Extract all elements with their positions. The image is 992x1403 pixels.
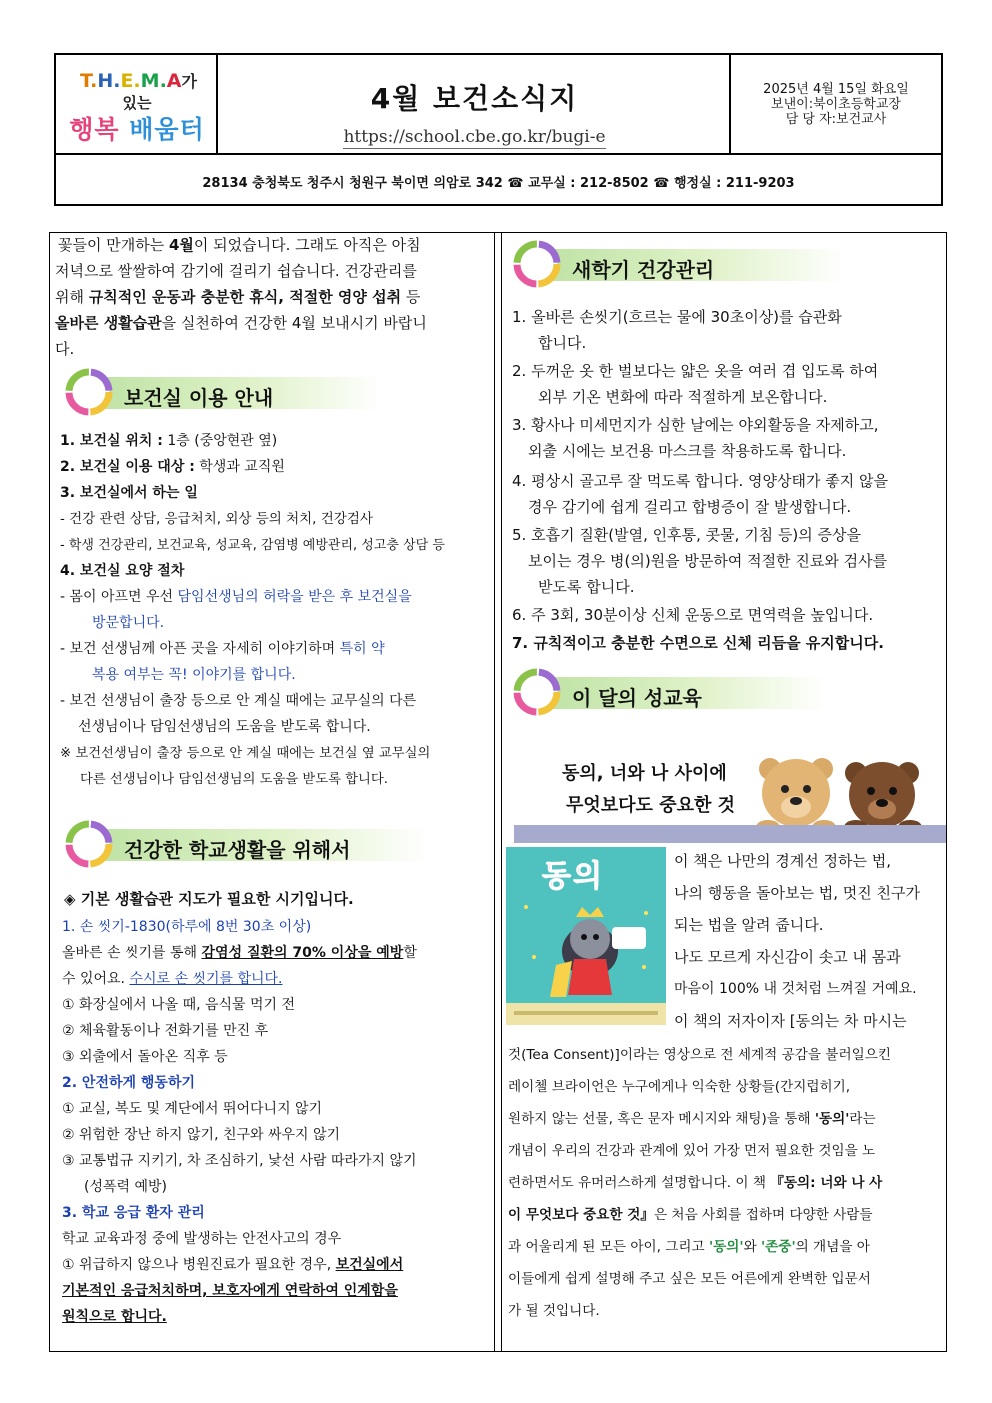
line-text-highlight: '동의' xyxy=(814,1111,850,1127)
book-desc-line: 가 될 것입니다. xyxy=(508,1303,600,1319)
book-cover-image xyxy=(506,847,666,1025)
semester-item-cont: 보이는 경우 병(의)원을 방문하여 적절한 진료와 검사를 xyxy=(528,552,888,570)
page-title: 4월 보건소식지 xyxy=(370,82,579,115)
logo-suffix: 가 xyxy=(181,72,197,91)
semester-item: 2. 두꺼운 옷 한 벌보다는 얇은 옷을 여러 겹 입도록 하여 xyxy=(512,362,879,380)
left-column xyxy=(52,233,492,1351)
semester-item: 3. 황사나 미세먼지가 심한 날에는 야외활동을 자제하고, xyxy=(512,416,879,434)
health-item-4-sub: - 보건 선생님이 출장 등으로 안 계실 때에는 교무실의 다른 xyxy=(60,693,417,709)
semester-item: 7. 규칙적이고 충분한 수면으로 신체 리듬을 유지합니다. xyxy=(512,634,884,652)
health-item-4-sub xyxy=(60,641,385,658)
health-item-1 xyxy=(60,433,277,450)
health-item-3-sub: - 학생 건강관리, 보건교육, 성교육, 감염병 예방관리, 성고충 상담 등 xyxy=(60,538,445,553)
item-value: 학생과 교직원 xyxy=(194,459,285,475)
body-frame xyxy=(49,232,947,1352)
logo-letter: E xyxy=(120,70,134,92)
line-text: ① 위급하지 않으나 병원진료가 필요한 경우, xyxy=(62,1257,336,1273)
school-url[interactable] xyxy=(218,127,731,147)
section-1-line xyxy=(62,945,417,962)
school-logo xyxy=(56,55,218,153)
section-title: 이 달의 성교육 xyxy=(572,686,702,710)
section-1-item: ① 화장실에서 나올 때, 음식물 먹기 전 xyxy=(62,997,296,1013)
intro-line xyxy=(55,341,74,358)
intro-text: 이 되었습니다. 그래도 아직은 아침 xyxy=(193,236,421,254)
issue-date: 2025년 4월 15일 화요일 xyxy=(763,82,909,97)
line-text: 올바른 손 씻기를 통해 xyxy=(62,945,202,961)
sub-text: - 보건 선생님께 아픈 곳을 자세히 이야기하며 xyxy=(60,641,340,657)
semester-item: 4. 평상시 골고루 잘 먹도록 합니다. 영양상태가 좋지 않을 xyxy=(512,472,889,490)
line-text: 원하지 않는 선물, 혹은 문자 메시지와 채팅)을 통해 xyxy=(508,1111,815,1127)
promo-bar xyxy=(514,825,946,843)
intro-text: 다. xyxy=(55,340,75,358)
line-text: 라는 xyxy=(849,1111,876,1127)
staff: 담 당 자:보건교사 xyxy=(785,112,887,127)
health-item-2 xyxy=(60,459,285,476)
section-title: 새학기 건강관리 xyxy=(572,258,715,282)
sub-text-highlight: 담임선생님의 허락을 받은 후 보건실을 xyxy=(177,589,412,605)
sender: 보낸이:북이초등학교장 xyxy=(771,97,901,112)
logo-thema xyxy=(66,69,211,92)
section-2-item: ① 교실, 복도 및 계단에서 뛰어다니지 않기 xyxy=(62,1101,323,1117)
book-desc-line xyxy=(508,1207,873,1224)
school-life-lead: ◈ 기본 생활습관 지도가 필요한 시기입니다. xyxy=(64,890,354,908)
section-3-line: 기본적인 응급처치하며, 보호자에게 연락하여 인계함을 xyxy=(62,1283,398,1299)
book-desc-line: 이들에게 쉽게 설명해 주고 싶은 모든 어른에게 완벽한 입문서 xyxy=(508,1271,871,1287)
line-text: 은 처음 사회를 접하며 다양한 사람들 xyxy=(653,1207,873,1223)
section-3-line xyxy=(62,1257,403,1274)
section-2-item-cont: (성폭력 예방) xyxy=(84,1179,167,1195)
newsletter-header xyxy=(54,53,943,206)
health-item-3: 3. 보건실에서 하는 일 xyxy=(60,485,198,501)
intro-text: 위해 xyxy=(55,288,89,306)
logo-line2: 있는 xyxy=(122,94,152,112)
section-2-item: ③ 교통법규 지키기, 차 조심하기, 낯선 사람 따라가지 않기 xyxy=(62,1153,417,1169)
line-text: 와 xyxy=(743,1239,762,1255)
book-desc-line: 마음이 100% 내 것처럼 느껴질 거예요. xyxy=(674,981,917,997)
semester-item: 5. 호흡기 질환(발열, 인후통, 콧물, 기침 등)의 증상을 xyxy=(512,526,862,544)
section-1-title: 1. 손 씻기-1830(하루에 8번 30초 이상) xyxy=(62,919,312,935)
semester-item-cont: 외출 시에는 보건용 마스크를 착용하도록 합니다. xyxy=(528,442,847,460)
line-text: 의 개념을 아 xyxy=(795,1239,870,1255)
logo-letter: M xyxy=(140,70,160,92)
section-2-title: 2. 안전하게 행동하기 xyxy=(62,1075,195,1091)
book-desc-line: 이 책의 저자이자 [동의는 차 마시는 xyxy=(674,1012,907,1030)
logo-letter: . xyxy=(133,70,141,92)
semester-item-cont: 합니다. xyxy=(538,334,587,352)
semester-item-cont: 받도록 합니다. xyxy=(538,578,635,596)
teddy-bears-image xyxy=(750,747,940,833)
logo-letter: H xyxy=(97,70,114,92)
semester-item-cont: 경우 감기에 쉽게 걸리고 합병증이 잘 발생합니다. xyxy=(528,498,852,516)
logo-letter: T xyxy=(80,70,91,92)
line-text: 과 어울리게 된 모든 아이, 그리고 xyxy=(508,1239,709,1255)
health-item-4: 4. 보건실 요양 절차 xyxy=(60,563,185,579)
line-text-highlight: '동의' xyxy=(708,1239,744,1255)
book-title: 동의 xyxy=(542,859,604,894)
book-desc-line: 나도 모르게 자신감이 솟고 내 몸과 xyxy=(674,948,901,966)
health-item-3-sub: - 건강 관련 상담, 응급처치, 외상 등의 처치, 건강검사 xyxy=(60,511,373,527)
address-line: 28134 충청북도 청주시 청원구 북이면 의암로 342 ☎ 교무실 : 212-8502 ☎ 행정실 : 211-9203 xyxy=(202,176,795,191)
book-desc-line: 것(Tea Consent)]이라는 영상으로 전 세계적 공감을 불러일으킨 xyxy=(508,1047,891,1063)
intro-line xyxy=(58,237,421,254)
line-text-highlight: '존중' xyxy=(761,1239,796,1255)
book-desc-line: 나의 행동을 돌아보는 법, 멋진 친구가 xyxy=(674,884,920,902)
column-divider xyxy=(494,233,495,1351)
logo-line3-a: 행복 xyxy=(69,115,120,144)
section-title: 건강한 학교생활을 위해서 xyxy=(124,838,351,862)
section-1-item: ② 체육활동이나 전화기를 만진 후 xyxy=(62,1023,269,1039)
logo-line3-b: 배움터 xyxy=(129,115,205,144)
colorful-ring-icon xyxy=(510,237,564,291)
line-text-highlight: 이 무엇보다 중요한 것』 xyxy=(508,1207,654,1223)
section-banner-sex-education xyxy=(510,665,830,725)
intro-text: 등 xyxy=(401,288,421,306)
intro-text: 을 실천하여 건강한 4월 보내시기 바랍니 xyxy=(161,314,427,332)
line-text: 련하면서도 유머러스하게 설명합니다. 이 책 xyxy=(508,1175,771,1191)
line-text-highlight: 감염성 질환의 70% 이상을 예방 xyxy=(201,945,404,961)
section-2-item: ② 위험한 장난 하지 않기, 친구와 싸우지 않기 xyxy=(62,1127,341,1143)
logo-line3 xyxy=(56,110,218,146)
semester-item: 6. 주 3회, 30분이상 신체 운동으로 면역력을 높입니다. xyxy=(512,606,874,624)
section-banner-health-room xyxy=(62,365,382,425)
section-1-item: ③ 외출에서 돌아온 직후 등 xyxy=(62,1049,228,1065)
item-value: 1층 (중앙현관 옆) xyxy=(162,433,278,449)
line-text-highlight: 수시로 손 씻기를 합니다. xyxy=(129,971,283,987)
section-banner-school-life xyxy=(62,817,442,877)
book-promo-banner xyxy=(514,741,946,841)
book-desc-line: 레이첼 브라이언은 누구에게나 익숙한 상황들(간지럽히기, xyxy=(508,1079,851,1095)
book-desc-line xyxy=(508,1175,882,1192)
sub-text: - 몸이 아프면 우선 xyxy=(60,589,178,605)
intro-line xyxy=(55,289,420,306)
sub-text-highlight: 특히 약 xyxy=(339,641,385,657)
section-banner-new-semester xyxy=(510,237,850,297)
book-desc-line xyxy=(508,1111,876,1128)
semester-item: 1. 올바른 손씻기(흐르는 물에 30초이상)를 습관화 xyxy=(512,308,842,326)
school-url-text[interactable]: https://school.cbe.go.kr/bugi-e xyxy=(343,127,606,147)
logo-letter: . xyxy=(159,70,167,92)
intro-line xyxy=(55,315,427,332)
book-desc-line: 되는 법을 알려 줍니다. xyxy=(674,916,824,934)
colorful-ring-icon xyxy=(62,817,116,871)
intro-line xyxy=(55,263,417,280)
colorful-ring-icon xyxy=(62,365,116,419)
book-desc-line: 이 책은 나만의 경계선 정하는 법, xyxy=(674,852,891,870)
section-title: 보건실 이용 안내 xyxy=(124,386,274,410)
book-desc-line: 개념이 우리의 건강과 관계에 있어 가장 먼저 필요한 것임을 노 xyxy=(508,1143,876,1159)
health-note-cont: 다른 선생님이나 담임선생님의 도움을 받도록 합니다. xyxy=(80,772,388,787)
intro-text: 저녁으로 쌀쌀하여 감기에 걸리기 쉽습니다. 건강관리를 xyxy=(55,262,417,280)
meta-cell xyxy=(731,55,941,153)
line-text-highlight: 『동의: 너와 나 사 xyxy=(770,1175,883,1191)
section-1-line xyxy=(62,971,283,988)
promo-line: 동의, 너와 나 사이에 xyxy=(562,763,727,784)
section-3-title: 3. 학교 응급 환자 관리 xyxy=(62,1205,205,1221)
health-item-4-sub-cont: 방문합니다. xyxy=(92,615,165,631)
logo-letter: . xyxy=(113,70,121,92)
semester-item-cont: 외부 기온 변화에 따라 적절하게 보온합니다. xyxy=(538,388,828,406)
book-desc-line xyxy=(508,1239,870,1256)
health-note: ※ 보건선생님이 출장 등으로 안 계실 때에는 보건실 옆 교무실의 xyxy=(60,746,431,761)
column-divider xyxy=(501,233,502,1351)
health-item-4-sub-cont: 선생님이나 담임선생님의 도움을 받도록 합니다. xyxy=(78,719,371,735)
line-text-highlight: 보건실에서 xyxy=(335,1257,404,1273)
intro-text: 올바른 생활습관 xyxy=(55,314,162,332)
section-3-line: 원칙으로 합니다. xyxy=(62,1309,167,1325)
intro-text: 꽃들이 만개하는 xyxy=(58,236,169,254)
title-cell xyxy=(218,55,731,153)
promo-line: 무엇보다도 중요한 것 xyxy=(566,795,736,816)
section-3-line: 학교 교육과정 중에 발생하는 안전사고의 경우 xyxy=(62,1231,342,1247)
logo-letter: . xyxy=(90,70,98,92)
health-item-4-sub-cont: 복용 여부는 꼭! 이야기를 합니다. xyxy=(92,667,296,683)
line-text: 할 xyxy=(403,945,417,961)
intro-text: 규칙적인 운동과 충분한 휴식, 적절한 영양 섭취 xyxy=(88,288,402,306)
logo-letter: A xyxy=(166,70,182,92)
colorful-ring-icon xyxy=(510,665,564,719)
item-label: 1. 보건실 위치 : xyxy=(60,433,163,449)
header-top-row xyxy=(56,55,941,155)
item-label: 2. 보건실 이용 대상 : xyxy=(60,459,195,475)
right-column xyxy=(504,233,946,1351)
intro-text: 4월 xyxy=(168,236,194,254)
line-text: 수 있어요. xyxy=(62,971,130,987)
health-item-4-sub xyxy=(60,589,412,606)
